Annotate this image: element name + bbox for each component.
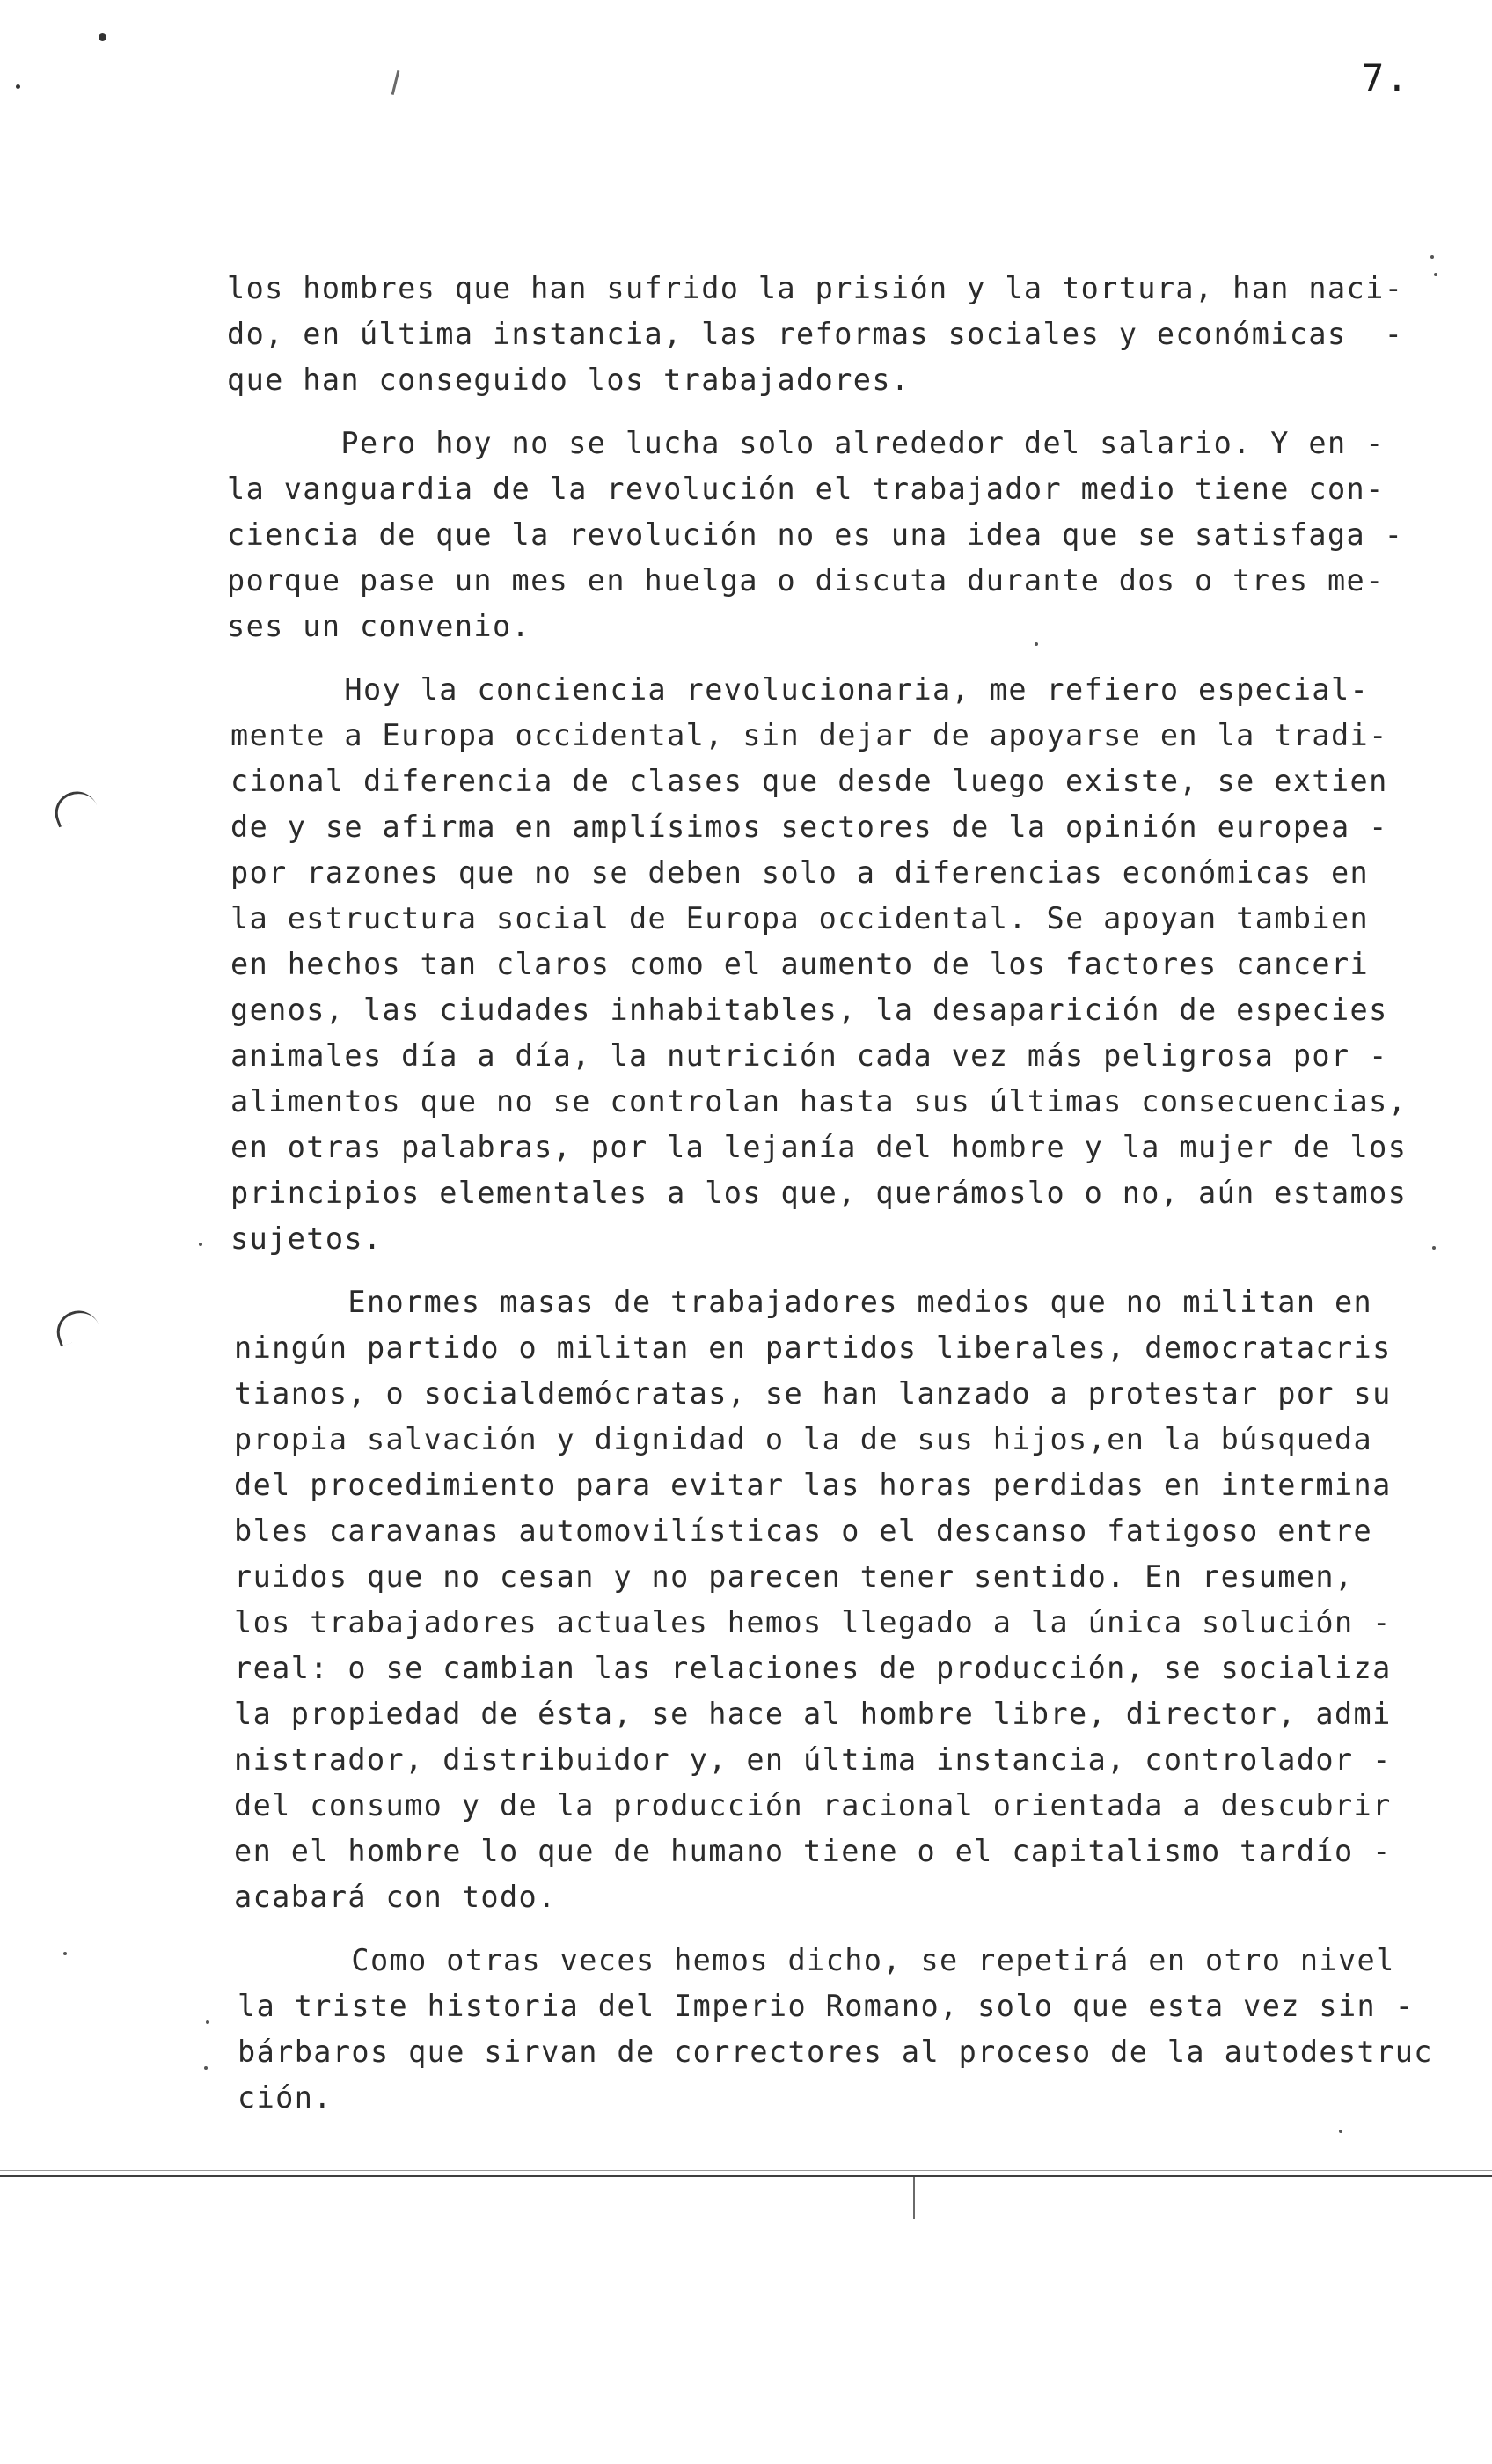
text-line: nistrador, distribuidor y, en última instancia, controlador -	[234, 1742, 1392, 1777]
text-line: la vanguardia de la revolución el trabajador medio tiene con-	[227, 472, 1385, 506]
text-line: sujetos.	[230, 1221, 383, 1256]
scan-speck	[199, 1243, 202, 1246]
scan-speck	[204, 2066, 208, 2070]
text-line: del consumo y de la producción racional orientada a descubrir	[234, 1788, 1392, 1822]
scan-speck	[99, 33, 106, 41]
text-line: alimentos que no se controlan hasta sus últimas consecuencias,	[230, 1084, 1408, 1118]
punch-hole-mark	[51, 1305, 101, 1347]
text-line: Como otras veces hemos dicho, se repetirá en otro nivel	[238, 1943, 1395, 1977]
scan-speck	[63, 1952, 67, 1955]
text-line: Pero hoy no se lucha solo alrededor del salario. Y en -	[227, 426, 1385, 460]
scan-speck	[1430, 255, 1434, 259]
text-line: la propiedad de ésta, se hace al hombre libre, director, admi	[234, 1697, 1392, 1731]
text-line: bárbaros que sirvan de correctores al proceso de la autodestruc	[238, 2035, 1433, 2069]
scan-speck	[206, 2020, 209, 2024]
text-line: en hechos tan claros como el aumento de los factores canceri	[230, 947, 1370, 981]
scan-speck	[16, 84, 20, 89]
text-line: en el hombre lo que de humano tiene o el capitalismo tardío -	[234, 1834, 1392, 1868]
text-line: animales día a día, la nutrición cada vez más peligrosa por -	[230, 1038, 1388, 1073]
text-line: del procedimiento para evitar las horas perdidas en intermina	[234, 1468, 1392, 1502]
scan-speck	[1339, 2130, 1342, 2133]
text-line: ningún partido o militan en partidos liberales, democratacris	[234, 1331, 1392, 1365]
text-line: porque pase un mes en huelga o discuta durante dos o tres me-	[227, 563, 1385, 598]
text-line: en otras palabras, por la lejanía del hombre y la mujer de los	[230, 1130, 1408, 1164]
text-line: genos, las ciudades inhabitables, la desaparición de especies	[230, 993, 1388, 1027]
text-line: tianos, o socialdemócratas, se han lanzado a protestar por su	[234, 1376, 1392, 1411]
text-line: do, en última instancia, las reformas sociales y económicas -	[227, 317, 1404, 351]
scan-speck	[1434, 273, 1437, 276]
text-line: ses un convenio.	[227, 609, 531, 643]
text-line: los trabajadores actuales hemos llegado a la única solución -	[234, 1605, 1392, 1639]
scan-edge-mark	[913, 2177, 915, 2219]
scan-edge-line	[0, 2170, 1492, 2171]
text-line: mente a Europa occidental, sin dejar de apoyarse en la tradi-	[230, 718, 1388, 752]
scan-pen-mark	[391, 70, 400, 95]
text-line: ción.	[238, 2080, 333, 2115]
page-number: 7.	[1362, 56, 1410, 99]
text-line: cional diferencia de clases que desde luego existe, se extien	[230, 764, 1388, 798]
punch-hole-mark	[49, 786, 99, 828]
scan-speck	[1035, 642, 1038, 646]
text-line: la estructura social de Europa occidental. Se apoyan tambien	[230, 901, 1370, 935]
text-line: propia salvación y dignidad o la de sus hijos,en la búsqueda	[234, 1422, 1373, 1456]
text-line: Enormes masas de trabajadores medios que no militan en	[234, 1285, 1373, 1319]
text-line: bles caravanas automovilísticas o el descanso fatigoso entre	[234, 1514, 1373, 1548]
text-line: real: o se cambian las relaciones de producción, se socializa	[234, 1651, 1392, 1685]
text-line: principios elementales a los que, querámoslo o no, aún estamos	[230, 1176, 1408, 1210]
text-line: la triste historia del Imperio Romano, solo que esta vez sin -	[238, 1989, 1415, 2023]
text-line: ruidos que no cesan y no parecen tener sentido. En resumen,	[234, 1559, 1354, 1594]
text-line: Hoy la conciencia revolucionaria, me refiero especial-	[230, 672, 1370, 707]
text-line: que han conseguido los trabajadores.	[227, 363, 911, 397]
text-line: acabará con todo.	[234, 1880, 557, 1914]
text-line: ciencia de que la revolución no es una idea que se satisfaga -	[227, 517, 1404, 552]
text-line: de y se afirma en amplísimos sectores de la opinión europea -	[230, 810, 1388, 844]
text-line: los hombres que han sufrido la prisión y la tortura, han naci-	[227, 271, 1404, 305]
text-line: por razones que no se deben solo a diferencias económicas en	[230, 855, 1370, 890]
scan-edge-line	[0, 2175, 1492, 2177]
scan-speck	[1432, 1246, 1436, 1250]
